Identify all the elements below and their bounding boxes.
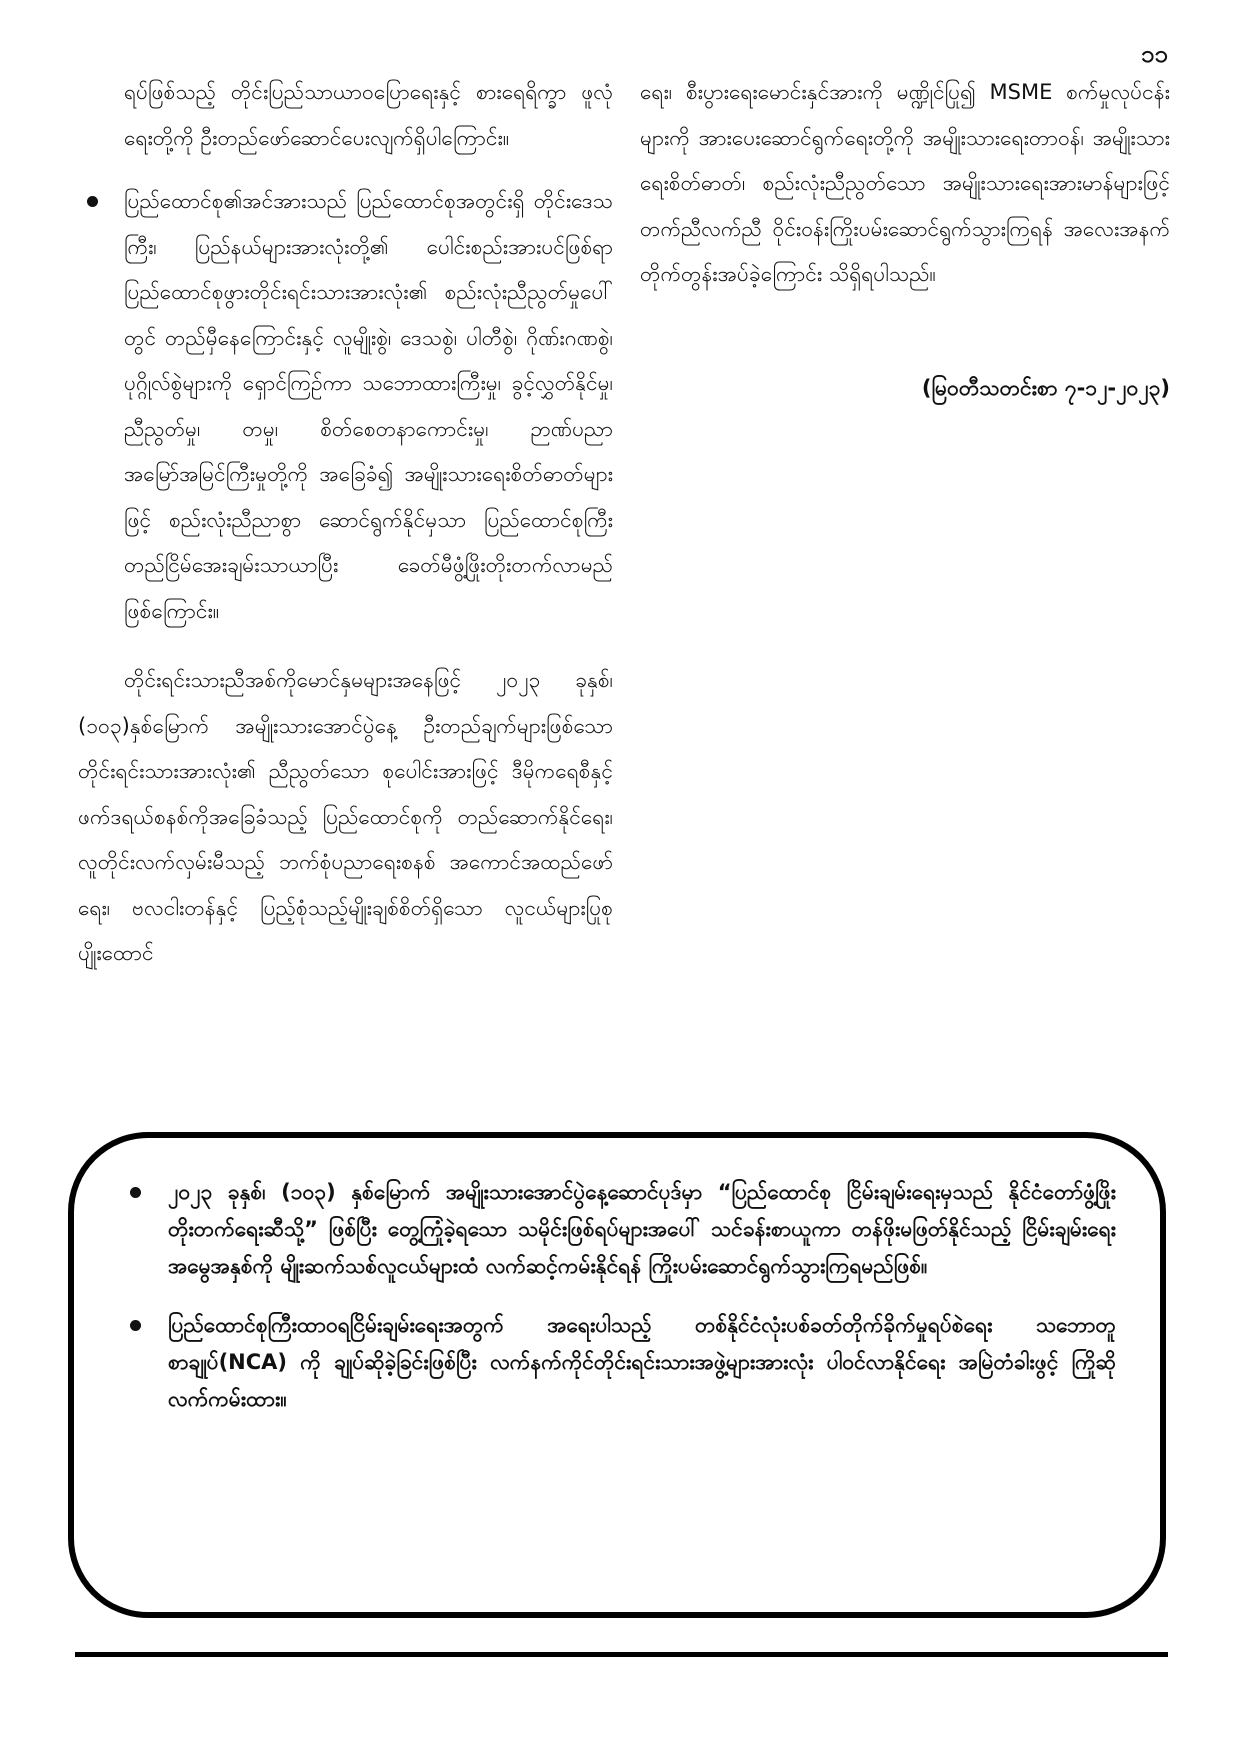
right-column (640, 70, 1170, 411)
source-citation: (မြဝတီသတင်းစာ ၇-၁၂-၂၀၂၃) (921, 375, 1170, 400)
left-body-paragraph: တိုင်းရင်းသားညီအစ်ကိုမောင်နှမများအနေဖြင့် ၂၀၂၃ ခုနှစ်၊ (၁၀၃)နှစ်မြောက် အမျိုးသားအောင်ပွဲနေ့ ဦးတည်ချက်များဖြစ်သော တိုင်းရင်းသားအားလုံး၏ ညီညွတ်သော စုပေါင်းအားဖြင့် ဒီမိုကရေစီနှင့် ဖက်ဒရယ်စနစ်ကိုအခြေခံသည့် ပြည်ထောင်စုကို တည်ဆောက်နိုင်ရေး၊ လူတိုင်းလက်လှမ်းမီသည့် ဘက်စုံပညာရေးစနစ် အကောင်အထည်ဖော်ရေး၊ ဗလငါးတန်နှင့် ပြည့်စုံသည့်မျိုးချစ်စိတ်ရှိသော လူငယ်များပြုစုပျိုးထောင် (78, 668, 613, 965)
bullet-dot-icon (130, 1187, 141, 1198)
left-bullet-text: ပြည်ထောင်စု၏အင်အားသည် ပြည်ထောင်စုအတွင်းရှိ တိုင်းဒေသကြီး၊ ပြည်နယ်များအားလုံးတို့၏ ပေါင်းစည်းအားပင်ဖြစ်ရာ ပြည်ထောင်စုဖွားတိုင်းရင်းသားအားလုံး၏ စည်းလုံးညီညွတ်မှုပေါ်တွင် တည်မှီနေကြောင်းနှင့် လူမျိုးစွဲ၊ ဒေသစွဲ၊ ပါတီစွဲ၊ ဂိုဏ်းဂဏစွဲ၊ ပုဂ္ဂိုလ်စွဲများကို ရှောင်ကြဉ်ကာ သဘောထားကြီးမှု၊ ခွင့်လွှတ်နိုင်မှု၊ ညီညွတ်မှု၊ တမှု၊ စိတ်စေတနာကောင်းမှု၊ ဉာဏ်ပညာအမြော်အမြင်ကြီးမှုတို့ကို အခြေခံ၍ အမျိုးသားရေးစိတ်ဓာတ်များဖြင့် စည်းလုံးညီညာစွာ ဆောင်ရွက်နိုင်မှသာ ပြည်ထောင်စုကြီး တည်ငြိမ်အေးချမ်းသာယာပြီး ခေတ်မီဖွံ့ဖြိုးတိုးတက်လာမည်ဖြစ်ကြောင်း။ (124, 189, 613, 623)
highlight-bullet-text-2: ပြည်ထောင်စုကြီးထာဝရငြိမ်းချမ်းရေးအတွက် အရေးပါသည့် တစ်နိုင်ငံလုံးပစ်ခတ်တိုက်ခိုက်မှုရပ်စဲရေး သဘောတူစာချုပ်(NCA) ကို ချုပ်ဆိုခဲ့ခြင်းဖြစ်ပြီး လက်နက်ကိုင်တိုင်းရင်းသားအဖွဲ့များအားလုံး ပါဝင်လာနိုင်ရေး အမြဲတံခါးဖွင့် ကြိုဆိုလက်ကမ်းထား။ (168, 1313, 1116, 1411)
highlight-bullet-item (126, 1174, 1116, 1285)
right-body-paragraph: ရေး၊ စီးပွားရေးမောင်းနှင်အားကို မဏ္ဍိုင်ပြု၍ MSME စက်မှုလုပ်ငန်းများကို အားပေးဆောင်ရွက်ရေးတို့ကို အမျိုးသားရေးတာဝန်၊ အမျိုးသားရေးစိတ်ဓာတ်၊ စည်းလုံးညီညွတ်သော အမျိုးသားရေးအားမာန်များဖြင့် တက်ညီလက်ညီ ဝိုင်းဝန်းကြိုးပမ်းဆောင်ရွက်သွားကြရန် အလေးအနက်တိုက်တွန်းအပ်ခဲ့ကြောင်း သိရှိရပါသည်။ (640, 80, 1170, 286)
highlight-bullet-item (126, 1307, 1116, 1418)
left-column (78, 70, 613, 977)
bullet-dot-icon (130, 1320, 141, 1331)
highlight-bullet-text-1: ၂၀၂၃ ခုနှစ်၊ (၁၀၃) နှစ်မြောက် အမျိုးသားအောင်ပွဲနေ့ဆောင်ပုဒ်မှာ “ပြည်ထောင်စု ငြိမ်းချမ်းရေးမှသည် နိုင်ငံတော်ဖွံ့ဖြိုးတိုးတက်ရေးဆီသို့” ဖြစ်ပြီး တွေ့ကြုံခဲ့ရသော သမိုင်းဖြစ်ရပ်များအပေါ် သင်ခန်းစာယူကာ တန်ဖိုးမဖြတ်နိုင်သည့် ငြိမ်းချမ်းရေးအမွေအနှစ်ကို မျိုးဆက်သစ်လူငယ်များထံ လက်ဆင့်ကမ်းနိုင်ရန် ကြိုးပမ်းဆောင်ရွက်သွားကြရမည်ဖြစ်။ (168, 1180, 1116, 1278)
left-continuation-paragraph: ရပ်ဖြစ်သည့် တိုင်းပြည်သာယာဝပြောရေးနှင့် စားရေရိက္ခာ ဖူလုံရေးတို့ကို ဦးတည်ဖော်ဆောင်ပေးလျက်ရှိပါကြောင်း။ (124, 80, 613, 150)
highlight-box (68, 1132, 1166, 1618)
left-bullet-item (78, 179, 613, 634)
bottom-divider (75, 1652, 1168, 1657)
page-number: ၁၁ (1141, 40, 1168, 68)
bullet-dot-icon (87, 196, 98, 207)
